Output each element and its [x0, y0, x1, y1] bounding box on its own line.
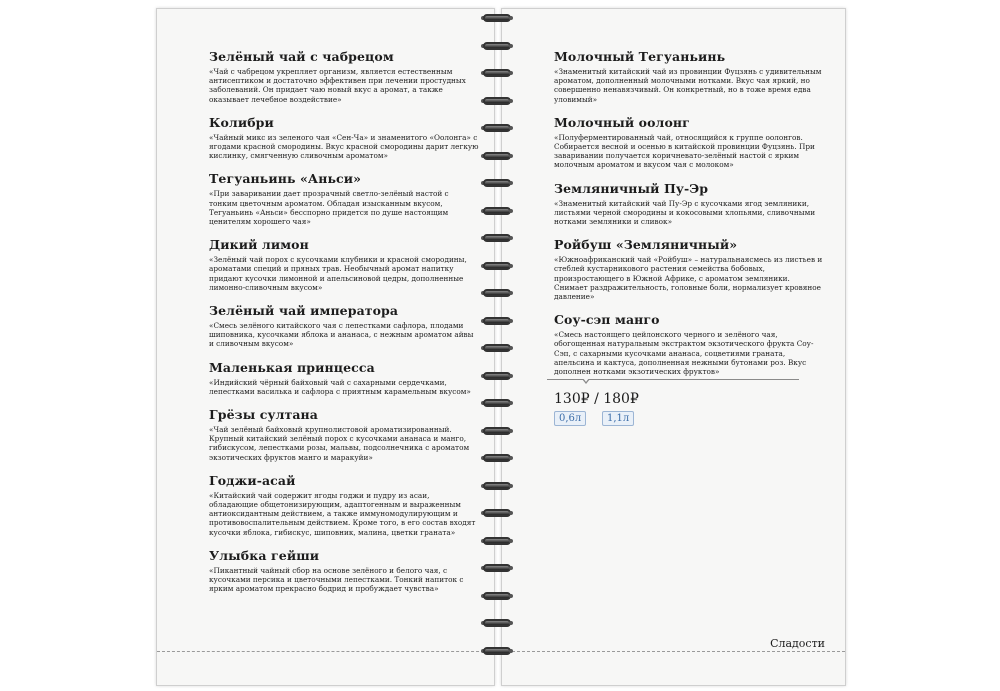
rule-notch-icon: [582, 379, 590, 387]
menu-item: [554, 115, 824, 170]
spiral-ring: [480, 315, 514, 327]
spiral-ring: [480, 617, 514, 629]
spiral-ring: [480, 480, 514, 492]
spiral-ring: [480, 507, 514, 519]
menu-item: [209, 171, 479, 226]
left-menu-column: [209, 49, 479, 605]
page-divider: [157, 651, 494, 652]
spiral-ring: [480, 205, 514, 217]
item-description: «Индийский чёрный байховый чай с сахарными сердечками, лепестками василька и сафлора с приятным карамельным вкусом»: [209, 377, 471, 396]
spiral-ring: [480, 397, 514, 409]
spiral-ring: [480, 590, 514, 602]
item-title: Молочный Тегуаньинь: [554, 49, 726, 64]
next-section-tab[interactable]: Сладости: [770, 637, 825, 650]
item-title: Улыбка гейши: [209, 547, 320, 563]
item-title: Годжи-асай: [209, 472, 296, 488]
price-label: 130₽ / 180₽: [554, 391, 639, 407]
spiral-ring: [480, 40, 514, 52]
menu-item: [209, 548, 479, 594]
item-title: Молочный оолонг: [554, 114, 690, 130]
item-description: «Чай с чабрецом укрепляет организм, является естественным антисептиком и достаточно эффективен при лечении простудных заболеваний. Он придает чаю новый вкус а аромат, а также оказывает лечебное воздействие»: [209, 67, 466, 104]
right-page: [501, 8, 846, 686]
item-description: «Пикантный чайный сбор на основе зелёного и белого чая, с кусочками персика и цветочными лепестками. Тонкий напиток с ярким ароматом прекрасно бодрид и пробуждает чувства»: [209, 565, 464, 594]
menu-item: [209, 360, 479, 396]
menu-item: [209, 303, 479, 349]
volume-small-badge: 0,6л: [554, 411, 586, 426]
item-description: «Чай зелёный байховый крупнолистовой ароматизированный. Крупный китайский зелёный порох с кусочками ананаса и манго, гибискусом, лепестками розы, мальвы, подсолнечника с ароматом экзотических фруктов манго и маракуйи»: [209, 425, 470, 462]
item-title: Колибри: [209, 114, 274, 130]
menu-item: [209, 407, 479, 462]
spiral-ring: [480, 370, 514, 382]
spiral-ring: [480, 12, 514, 24]
spiral-ring: [480, 562, 514, 574]
item-description: «Чайный микс из зеленого чая «Сен-Ча» и знаменитого «Оолонга» с ягодами красной смородины. Вкус красной смородины дарит легкую кислинку, смягченную сливочным ароматом»: [209, 132, 479, 161]
spiral-ring: [480, 425, 514, 437]
item-description: «Знаменитый китайский чай из провинции Фуцзянь с удивительным ароматом, дополненный молочными нотками. Вкус чая яркий, но совершенно ненавязчивый. Он конкретный, но в тоже время едва уловимый»: [554, 67, 822, 104]
spiral-ring: [480, 122, 514, 134]
item-title: Маленькая принцесса: [209, 359, 375, 375]
menu-item: [554, 181, 824, 227]
menu-item: [554, 237, 824, 301]
item-title: Тегуаньинь «Аньси»: [209, 171, 362, 187]
item-title: Грёзы султана: [209, 407, 319, 423]
spiral-ring: [480, 177, 514, 189]
item-description: «Смесь зелёного китайского чая с лепестками сафлора, плодами шиповника, кусочками яблока и ананаса, с нежным ароматом айвы и сливочным вкусом»: [209, 321, 474, 349]
item-title: Зелёный чай императора: [209, 303, 399, 319]
spiral-ring: [480, 260, 514, 272]
menu-item: [209, 473, 479, 537]
page-divider: [502, 651, 845, 652]
item-description: «Южноафриканский чай «Ройбуш» – натуральнаясмесь из листьев и стеблей кустарникового растения семейства бобовых, произростающего в Южной Африке, с ароматом земляники. Снимает раздражительность, головные боли, нормализует кровяное давление»: [554, 255, 823, 302]
left-page: [156, 8, 495, 686]
spiral-ring: [480, 452, 514, 464]
spiral-ring: [480, 67, 514, 79]
spiral-ring: [480, 645, 514, 657]
item-description: «Китайский чай содержит ягоды годжи и пудру из асаи, обладающие общетонизирующим, адаптогенным и выраженным антиоксидантным действием, а также иммуномодулирующим и противовоспалительным действием. Кроме того, в его состав входят кусочки яблока, гибискус, шиповник, малина, цветки граната»: [209, 490, 476, 537]
menu-item: [209, 237, 479, 292]
spiral-ring: [480, 535, 514, 547]
menu-item: [554, 49, 824, 104]
spiral-ring: [480, 342, 514, 354]
menu-item: [554, 312, 824, 376]
volume-large-badge: 1,1л: [602, 411, 634, 426]
menu-item: [209, 49, 479, 104]
item-description: «При заваривании дает прозрачный светло-зелёный настой с тонким цветочным ароматом. Обладая изысканным вкусом, Тегуаньинь «Аньси» бесспорно придется по душе настоящим ценителям хорошего чая»: [209, 189, 449, 227]
right-menu-column: [554, 49, 824, 387]
spiral-ring: [480, 287, 514, 299]
menu-item: [209, 115, 479, 161]
item-title: Земляничный Пу-Эр: [554, 180, 709, 196]
item-title: Соу-сэп манго: [554, 312, 660, 328]
item-description: «Зелёный чай порох с кусочками клубники и красной смородины, ароматами специй и пряных трав. Необычный аромат напитку придают кусочки лимонной и апельсиновой цедры, дополненные лимонно-сливочным вкусом»: [209, 255, 467, 292]
spiral-ring: [480, 232, 514, 244]
spiral-ring: [480, 150, 514, 162]
spiral-binding: [480, 12, 514, 682]
spiral-ring: [480, 95, 514, 107]
item-title: Ройбуш «Земляничный»: [554, 237, 738, 253]
item-description: «Смесь настоящего цейлонского черного и зелёного чая, обогощенная натуральным экстрактом экзотического фрукта Соу-Сэп, с сахарными кусочками ананаса, соцветиями граната, апельсина и кактуса, дополненная нежными бутонами роз. Вкус дополнен нотками экзотических фруктов»: [554, 330, 814, 377]
item-title: Дикий лимон: [209, 237, 309, 253]
item-title: Зелёный чай с чабрецом: [209, 49, 394, 64]
item-description: «Полуферментированный чай, относящийся к группе оолонгов. Собирается весной и осенью в китайской провинции Фуцзянь. При заваривании получается коричневато-зелёный настой с ярким молочным ароматом и вкусом чая с молоком»: [554, 132, 815, 170]
item-description: «Знаменитый китайский чай Пу-Эр с кусочками ягод земляники, листьями черной смородины и кокосовыми хлопьями, сливочными нотками земляники и сливок»: [554, 198, 816, 227]
